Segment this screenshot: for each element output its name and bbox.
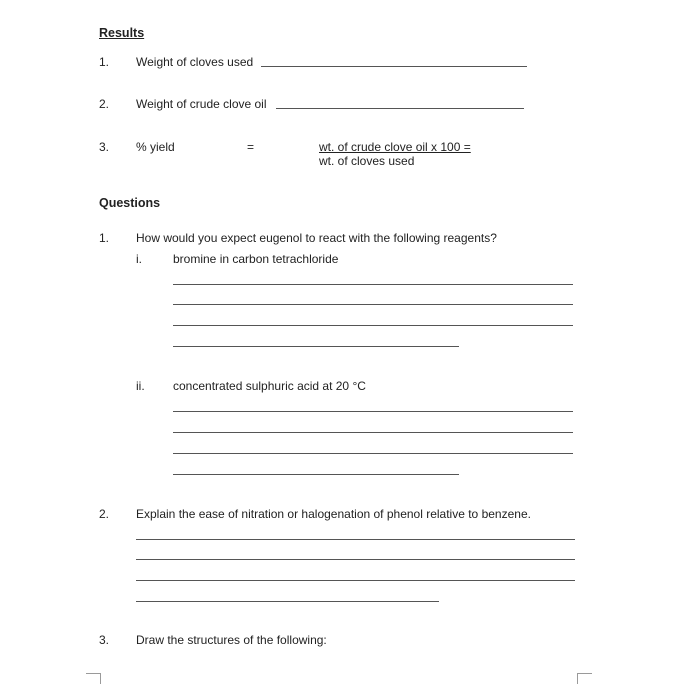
questions-heading: Questions [99, 196, 161, 210]
answer-line[interactable] [173, 411, 573, 412]
yield-denominator: wt. of cloves used [319, 154, 415, 168]
question-text: Explain the ease of nitration or halogenation of phenol relative to benzene. [136, 507, 531, 521]
sub-question-text: bromine in carbon tetrachloride [173, 252, 339, 266]
question-text: Draw the structures of the following: [136, 633, 327, 647]
answer-line[interactable] [173, 474, 459, 475]
question-number: 2. [99, 507, 110, 521]
answer-line[interactable] [136, 580, 575, 581]
sub-question-number: i. [136, 252, 142, 266]
answer-line[interactable] [136, 559, 575, 560]
answer-line[interactable] [136, 539, 575, 540]
result-label-cloves-weight: Weight of cloves used [136, 55, 254, 69]
crop-mark-right [577, 673, 592, 684]
answer-line[interactable] [173, 325, 573, 326]
answer-line[interactable] [276, 108, 524, 109]
result-number: 3. [99, 140, 110, 154]
yield-numerator: wt. of crude clove oil x 100 = [319, 140, 471, 154]
sub-question-text: concentrated sulphuric acid at 20 °C [173, 379, 366, 393]
result-label-yield: % yield [136, 140, 175, 154]
answer-line[interactable] [173, 304, 573, 305]
sub-question-number: ii. [136, 379, 145, 393]
result-number: 2. [99, 97, 110, 111]
question-number: 1. [99, 231, 110, 245]
answer-line[interactable] [261, 66, 527, 67]
results-heading: Results [99, 26, 145, 40]
answer-line[interactable] [173, 432, 573, 433]
crop-mark-left [86, 673, 101, 684]
answer-line[interactable] [173, 284, 573, 285]
question-number: 3. [99, 633, 110, 647]
result-label-oil-weight: Weight of crude clove oil [136, 97, 267, 111]
result-number: 1. [99, 55, 110, 69]
answer-line[interactable] [173, 453, 573, 454]
answer-line[interactable] [136, 601, 439, 602]
equals-sign: = [247, 140, 255, 154]
question-text: How would you expect eugenol to react with the following reagents? [136, 231, 497, 245]
answer-line[interactable] [173, 346, 459, 347]
